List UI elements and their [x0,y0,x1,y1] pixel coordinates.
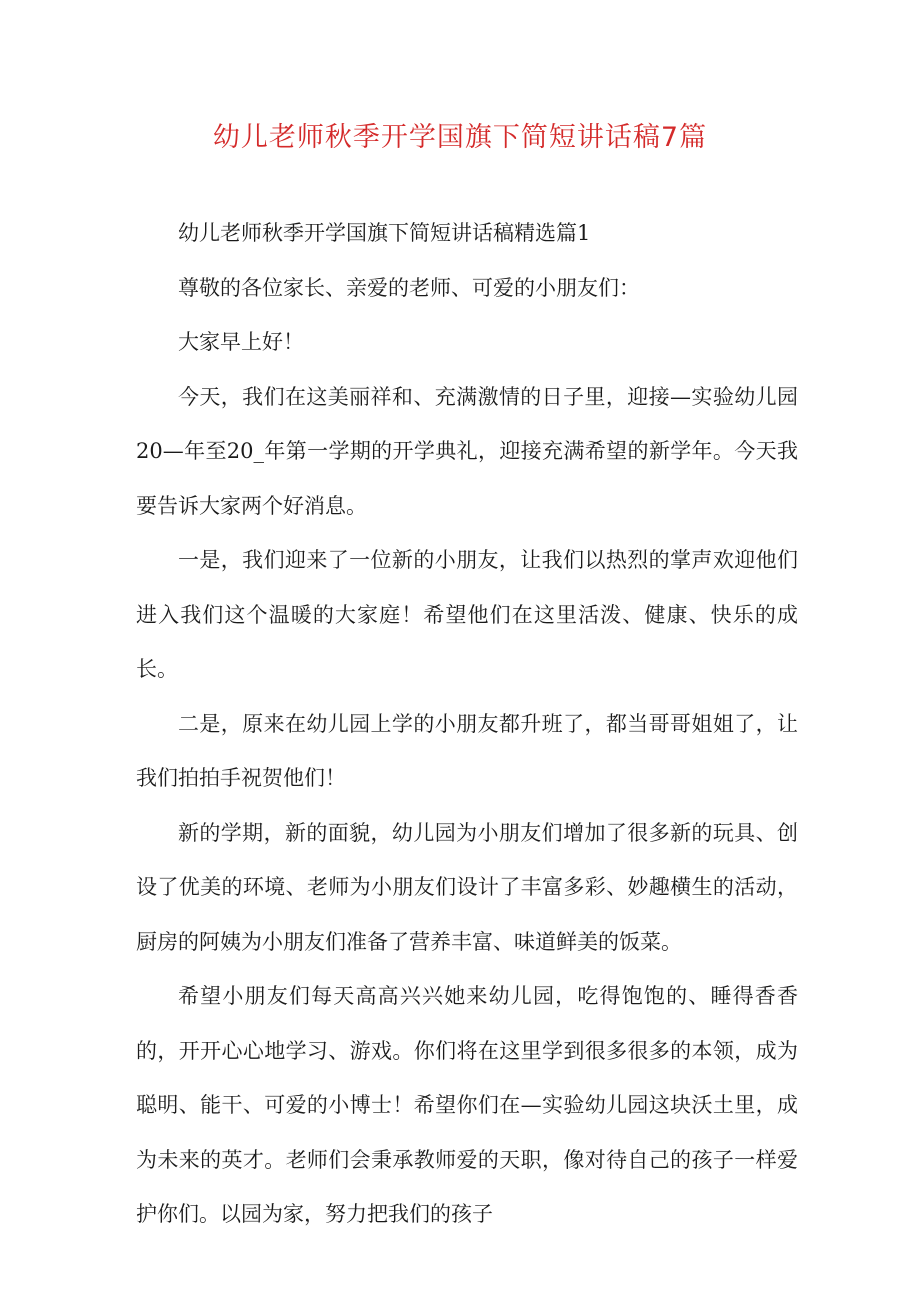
greeting: 大家早上好！ [178,330,304,354]
paragraph: 今天，我们在这美丽祥和、充满激情的日子里，迎接—实验幼儿园20—年至20_年第一学期的开学典礼，迎接充满希望的新学年。今天我要告诉大家两个好消息。 [136,384,798,518]
paragraph: 希望小朋友们每天高高兴兴她来幼儿园，吃得饱饱的、睡得香香的，开开心心地学习、游戏。你们将在这里学到很多很多的本领，成为聪明、能干、可爱的小博士！希望你们在—实验幼儿园这块沃土里，成为未来的英才。老师们会秉承教师爱的天职，像对待自己的孩子一样爱护你们。以园为家，努力把我们的孩子 [136,984,798,1226]
section-heading: 幼儿老师秋季开学国旗下简短讲话稿精选篇1 [178,221,591,245]
salutation: 尊敬的各位家长、亲爱的老师、可爱的小朋友们： [178,275,640,300]
paragraph: 一是，我们迎来了一位新的小朋友，让我们以热烈的掌声欢迎他们进入我们这个温暖的大家庭！希望他们在这里活泼、健康、快乐的成长。 [136,548,798,681]
document-title: 幼儿老师秋季开学国旗下简短讲话稿7篇 [212,122,708,153]
paragraph: 二是，原来在幼儿园上学的小朋友都升班了，都当哥哥姐姐了，让我们拍拍手祝贺他们！ [136,711,798,790]
paragraph: 新的学期，新的面貌，幼儿园为小朋友们增加了很多新的玩具、创设了优美的环境、老师为小朋友们设计了丰富多彩、妙趣横生的活动，厨房的阿姨为小朋友们准备了营养丰富、味道鲜美的饭菜。 [136,820,798,954]
document-body [136,206,798,1242]
